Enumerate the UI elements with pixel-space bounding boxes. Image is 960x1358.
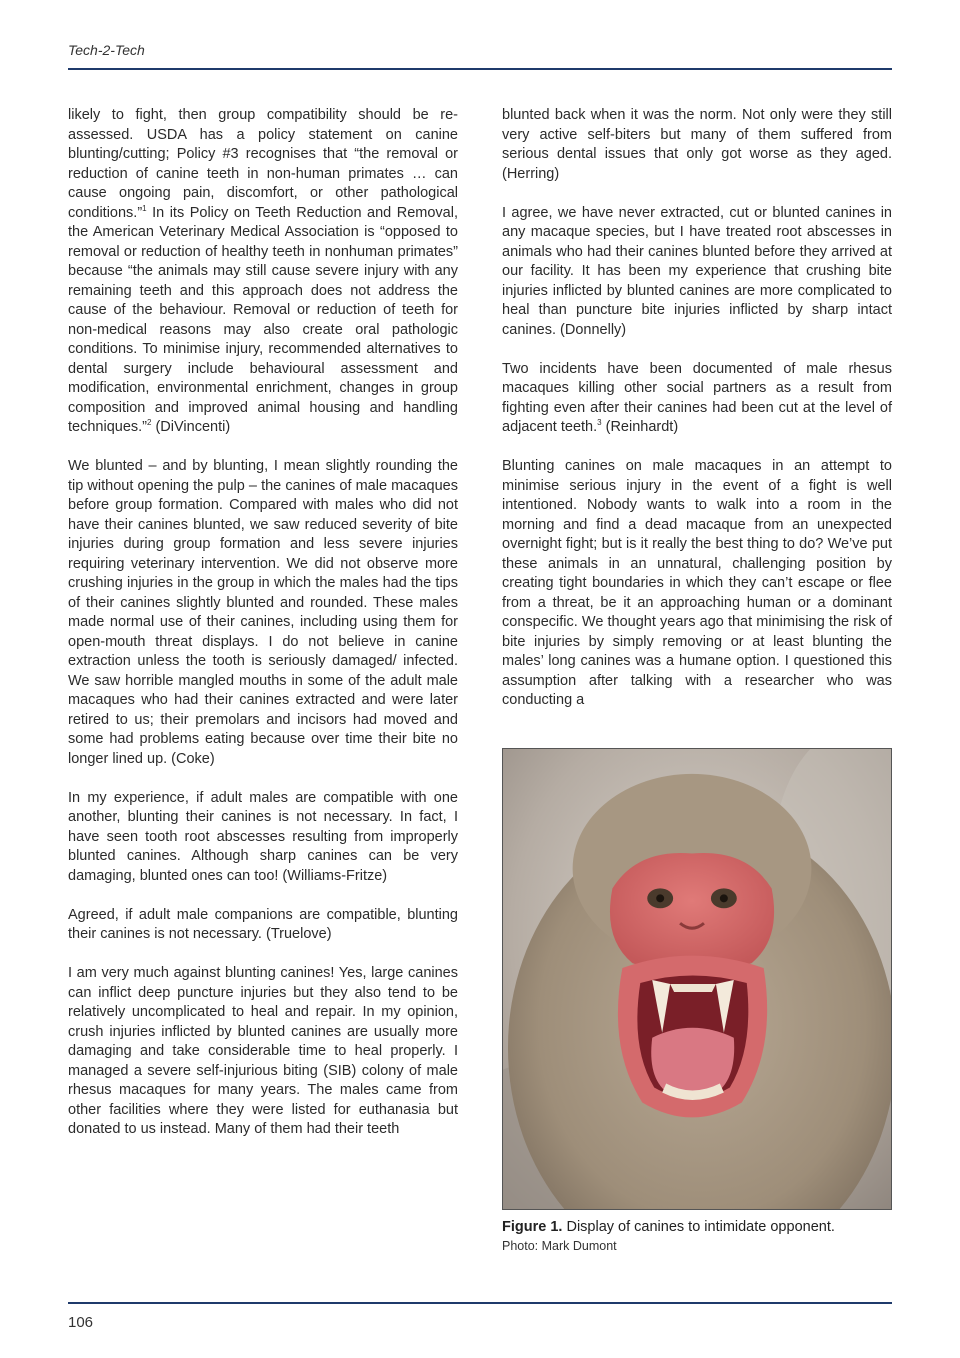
paragraph: In my experience, if adult males are compatible with one another, blunting their canines is not necessary. In fact, I have seen tooth root abscesses resulting from improperly blunted canines. Although sharp canines can be very damaging, blunted ones can too! (Williams-Fritze) xyxy=(68,789,458,884)
paragraph xyxy=(68,106,458,438)
running-head: Tech-2-Tech xyxy=(68,42,145,58)
right-column xyxy=(502,106,892,730)
paragraph: blunted back when it was the norm. Not only were they still very active self-biters but many of them suffered from serious dental issues that only got worse as they aged. (Herring) xyxy=(502,107,892,182)
paragraph: We blunted – and by blunting, I mean slightly rounding the tip without opening the pulp – the canines of male macaques before group formation. Compared with males who did not have their canines blunted, we saw reduced severity of bite injuries during group formation and less severe injuries requiring veterinary intervention. We did not observe more crushing injuries in the group in which the males had the tips of their canines slightly blunted and rounded. These males made normal use of their canines, including using them for open-mouth threat displays. I do not believe in canine extraction unless the tooth is seriously damaged/ infected. We saw horrible mangled mouths in some of the adult male macaques who had their canines extracted and were later retired to us; their premolars and incisors had moved and some had problems eating because over time their bite no longer lined up. (Coke) xyxy=(68,458,458,767)
paragraph: I agree, we have never extracted, cut or blunted canines in any macaque species, but I have treated root abscesses in animals who had their canines blunted before they arrived at our facility. It has been my experience that crushing bite injuries inflicted by blunted canines are more complicated to heal than puncture bite injuries inflicted by sharp intact canines. (Donnelly) xyxy=(502,204,892,338)
paragraph-text: (Reinhardt) xyxy=(601,419,679,435)
reference-marker: 3 xyxy=(597,418,602,428)
page-number: 106 xyxy=(68,1314,94,1331)
reference-marker: 2 xyxy=(147,418,152,428)
figure-image xyxy=(502,748,892,1210)
header-rule xyxy=(68,68,892,70)
left-column xyxy=(68,106,458,1159)
reference-marker: 1 xyxy=(142,203,147,213)
paragraph xyxy=(502,360,892,438)
macaque-photo xyxy=(503,749,891,1209)
paragraph: Blunting canines on male macaques in an attempt to minimise serious injury in the event of a fight is well intentioned. Nobody wants to walk into a room in the morning and find a dead macaque from an unexpected overnight fight; but is it really the best thing to do? We’ve put these animals in an unnatural, challenging position by creating tight boundaries in which they can’t escape or flee from a threat, be it an approaching human or a dominant conspecific. We thought years ago that minimising the risk of bite injuries by simply removing or at least blunting the males’ long canines was a humane option. I questioned this assumption after talking with a researcher who was conducting a xyxy=(502,458,892,708)
paragraph-text: In its Policy on Teeth Reduction and Removal, the American Veterinary Medical Association is “opposed to removal or reduction of healthy teeth in nonhuman primates” because “the animals may still cause severe injury with any remaining teeth and this approach does not address the cause of the behaviour. Removal or reduction of teeth for non-medical reasons may also create oral pathologic conditions. To minimise injury, recommended alternatives to dental surgery include behavioural assessment and modification, environmental enrichment, changes in group composition and improved animal housing and handling techniques.” xyxy=(68,204,458,435)
figure-label: Figure 1. xyxy=(502,1219,563,1235)
paragraph-text: Two incidents have been documented of male rhesus macaques killing other social partners as a result from fighting even after their canines had been cut at the level of adjacent teeth. xyxy=(502,360,892,435)
paragraph-text: (DiVincenti) xyxy=(151,419,231,435)
photo-credit: Photo: Mark Dumont xyxy=(502,1239,617,1253)
paragraph-text: likely to fight, then group compatibility should be re-assessed. USDA has a policy statement on canine blunting/cutting; Policy #3 recognises that “the removal or reduction of canine teeth in non-human primates … can cause ongoing pain, discomfort, or other pathological conditions.” xyxy=(68,107,458,221)
figure-caption xyxy=(502,1218,892,1237)
paragraph: Agreed, if adult male companions are compatible, blunting their canines is not necessary. (Truelove) xyxy=(68,906,458,942)
paragraph: I am very much against blunting canines! Yes, large canines can inflict deep puncture injuries but they also tend to be relatively uncomplicated to heal and repair. In my opinion, crush injuries inflicted by blunted canines are usually more damaging and take considerable time to heal properly. I managed a severe self-injurious biting (SIB) colony of male rhesus macaques for many years. The males came from other facilities where they were listed for euthanasia but donated to us instead. Many of them had their teeth xyxy=(68,965,458,1137)
caption-text: Display of canines to intimidate opponent. xyxy=(562,1219,835,1235)
footer-rule xyxy=(68,1302,892,1304)
